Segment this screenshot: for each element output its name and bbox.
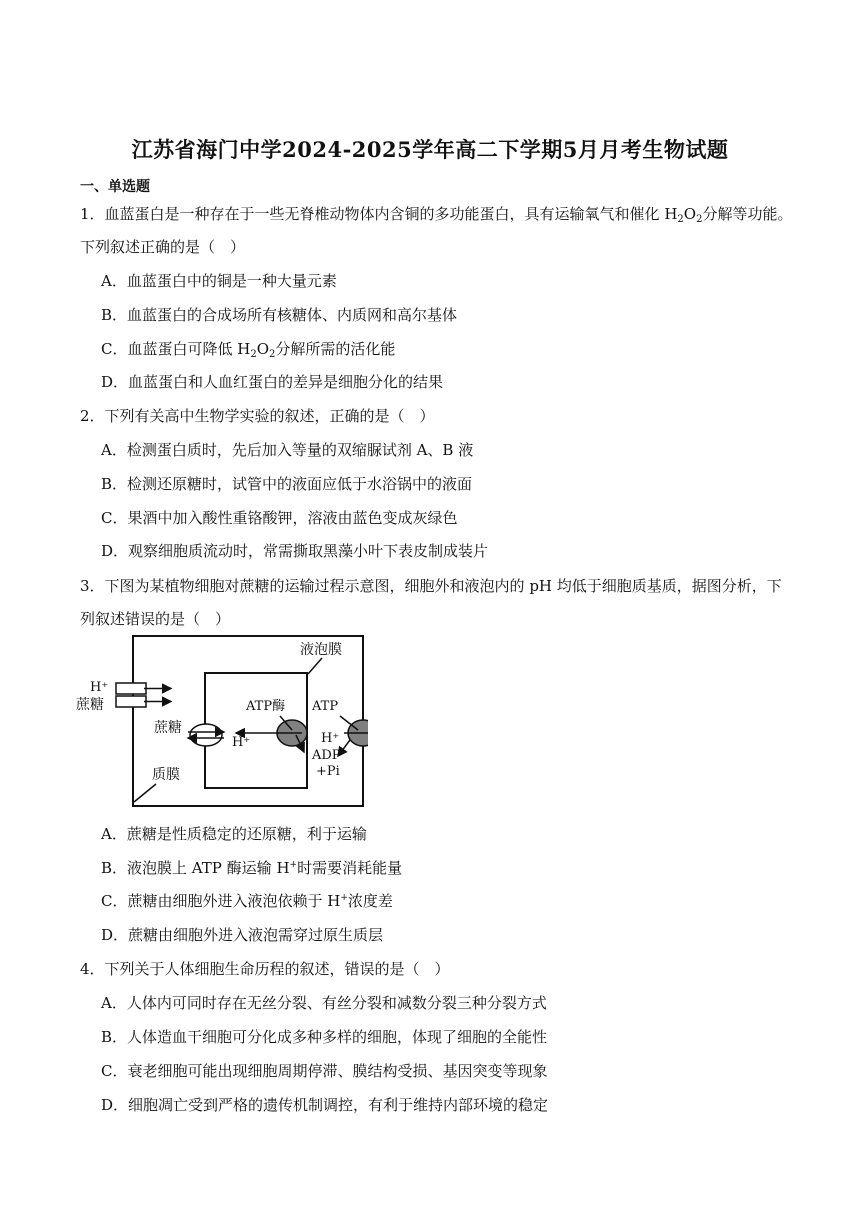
- label-pi: +Pi: [316, 764, 340, 779]
- section-heading: 一、单选题: [80, 179, 150, 195]
- sucrose-transport-diagram: [76, 628, 368, 810]
- label-h-plus-inside: H⁺: [232, 735, 251, 750]
- label-atp: ATP: [312, 699, 339, 714]
- q4-option-b: B．人体造血干细胞可分化成多种多样的细胞，体现了细胞的全能性: [101, 1028, 548, 1046]
- q3-option-d: D．蔗糖由细胞外进入液泡需穿过原生质层: [101, 926, 384, 944]
- q1-option-b: B．血蓝蛋白的合成场所有核糖体、内质网和高尔基体: [101, 306, 458, 324]
- q4-option-a: A．人体内可同时存在无丝分裂、有丝分裂和减数分裂三种分裂方式: [101, 994, 547, 1012]
- q3-option-b: B．液泡膜上 ATP 酶运输 H+时需要消耗能量: [101, 859, 403, 877]
- label-sucrose-inside: 蔗糖: [154, 720, 182, 736]
- label-atp-enzyme: ATP酶: [246, 699, 286, 714]
- document-title: 江苏省海门中学2024-2025学年高二下学期5月月考生物试题: [131, 137, 729, 162]
- q3-stem-line1: 3．下图为某植物细胞对蔗糖的运输过程示意图，细胞外和液泡内的 pH 均低于细胞质基质，据图分析，下: [80, 577, 782, 595]
- membrane-transporter-icon: [116, 683, 171, 707]
- label-h-plus-outside: H⁺: [90, 680, 109, 695]
- q2-option-b: B．检测还原糖时，试管中的液面应低于水浴锅中的液面: [101, 475, 473, 493]
- q2-option-d: D．观察细胞质流动时，常需撕取黑藻小叶下表皮制成装片: [101, 542, 489, 560]
- q1-option-c: C．血蓝蛋白可降低 $H_2O_2$分解所需的活化能: [101, 340, 396, 360]
- q4-stem: 4．下列关于人体细胞生命历程的叙述，错误的是（ ）: [80, 960, 450, 978]
- q2-option-c: C．果酒中加入酸性重铬酸钾，溶液由蓝色变成灰绿色: [101, 509, 458, 527]
- label-adp: ADP: [312, 748, 341, 763]
- sucrose-antiporter-icon: [188, 724, 224, 746]
- label-plasma-membrane: 质膜: [152, 767, 180, 783]
- q3-option-c: C．蔗糖由细胞外进入液泡依赖于 H+浓度差: [101, 892, 393, 910]
- q2-stem: 2．下列有关高中生物学实验的叙述，正确的是（ ）: [80, 407, 435, 425]
- label-vacuole-membrane: 液泡膜: [300, 642, 342, 658]
- q1-option-a: A．血蓝蛋白中的铜是一种大量元素: [101, 272, 337, 290]
- q2-option-a: A．检测蛋白质时，先后加入等量的双缩脲试剂 A、B 液: [101, 441, 474, 459]
- q3-option-a: A．蔗糖是性质稳定的还原糖，利于运输: [101, 825, 367, 843]
- q4-option-c: C．衰老细胞可能出现细胞周期停滞、膜结构受损、基因突变等现象: [101, 1062, 548, 1080]
- label-sucrose-outside: 蔗糖: [76, 697, 104, 713]
- q1-stem-line2: 下列叙述正确的是（ ）: [80, 238, 246, 256]
- q1-stem-line1: 1．血蓝蛋白是一种存在于一些无脊椎动物体内含铜的多功能蛋白，具有运输氧气和催化 $H_2O_2$分解等功能。: [80, 205, 793, 225]
- q3-stem-line2: 列叙述错误的是（ ）: [80, 610, 231, 628]
- q1-option-d: D．血蓝蛋白和人血红蛋白的差异是细胞分化的结果: [101, 373, 444, 391]
- q4-option-d: D．细胞凋亡受到严格的遗传机制调控，有利于维持内部环境的稳定: [101, 1096, 549, 1114]
- label-h-plus-right: H⁺: [321, 731, 340, 746]
